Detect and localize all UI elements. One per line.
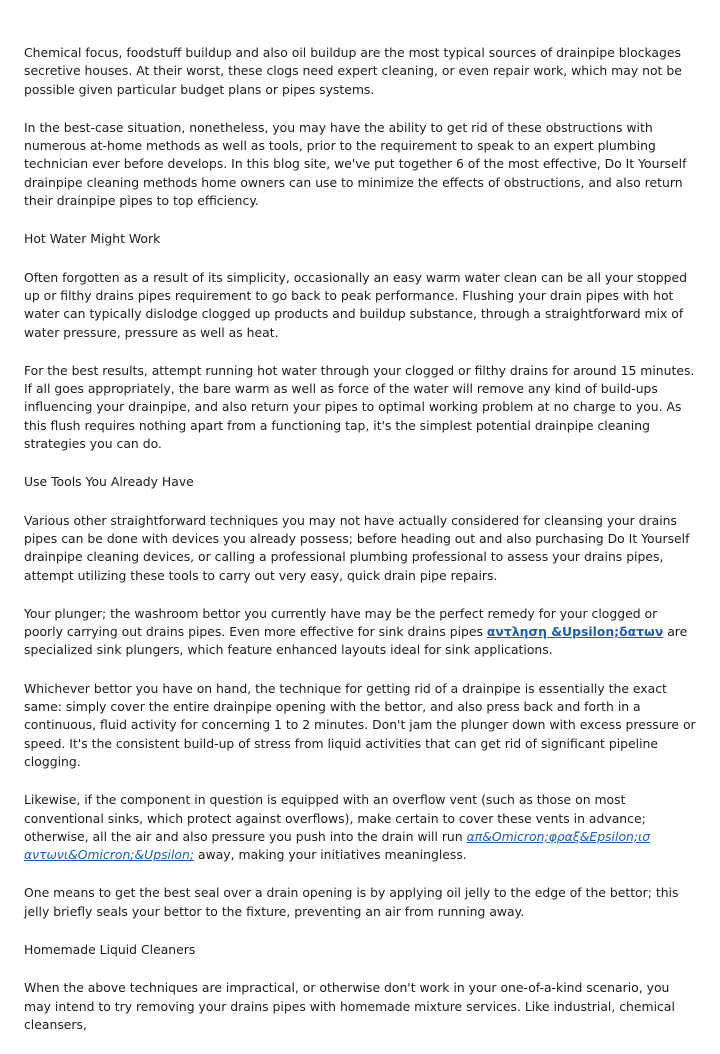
- paragraph-plunger: [24, 605, 700, 660]
- paragraph-liquid-cleaners: When the above techniques are impractical, or otherwise don't work in your one-of-a-kind scenario, you may intend to try removing your drains pipes with homemade mixture services. Like industrial, chemical cleansers,: [24, 980, 675, 1032]
- pump-link[interactable]: αντληση &Upsilon;δατων: [486, 624, 664, 640]
- paragraph-tools-1: Various other straightforward techniques you may not have actually considered for cleansing your drains pipes can be done with devices you already possess; before heading out and also purchasing Do It Yourself drainpipe cleaning devices, or calling a professional plumbing professional to assess your drains pipes, attempt utilizing these tools to carry out very easy, quick drain pipe repairs.: [24, 512, 690, 583]
- section-heading-hot-water: Hot Water Might Work: [24, 231, 161, 247]
- paragraph-hot-water-2: For the best results, attempt running hot water through your clogged or filthy drains for around 15 minutes. If all goes appropriately, the bare warm as well as force of the water will remove any kind of build-ups influencing your drainpipe, and also return your pipes to optimal working problem at no charge to you. As this flush requires nothing apart from a functioning tap, it's the simplest potential drainpipe cleaning strategies you can do.: [24, 362, 695, 452]
- section-heading-tools: Use Tools You Already Have: [24, 474, 194, 490]
- paragraph-hot-water-1: Often forgotten as a result of its simplicity, occasionally an easy warm water clean can be all your stopped up or filthy drains pipes requirement to go back to peak performance. Flushing your drain pipes with hot water can typically dislodge clogged up products and buildup substance, through a straightforward mix of water pressure, pressure as well as heat.: [24, 269, 687, 340]
- article-body: [24, 44, 700, 1054]
- paragraph-intro: Chemical focus, foodstuff buildup and also oil buildup are the most typical sources of drainpipe blockages secretive houses. At their worst, these clogs need expert cleaning, or even repair work, which may not be possible given particular budget plans or pipes systems.: [24, 45, 682, 97]
- paragraph-technique: Whichever bettor you have on hand, the technique for getting rid of a drainpipe is essentially the exact same: simply cover the entire drainpipe opening with the bettor, and also press back and forth in a continuous, fluid activity for concerning 1 to 2 minutes. Don't jam the plunger down with excess pressure or speed. It's the consistent build-up of stress from liquid activities that can get rid of significant pipeline clogging.: [24, 680, 696, 769]
- section-heading-liquid-cleaners: Homemade Liquid Cleaners: [24, 941, 196, 957]
- paragraph-overflow-text-before: Likewise, if the component in question is equipped with an overflow vent (such as those on most conventional sinks, which protect against overflows), make certain to cover these vents in advance; otherwise, all the air and also pressure you push into the drain will run: [24, 792, 646, 844]
- paragraph-seal: One means to get the best seal over a drain opening is by applying oil jelly to the edge of the bettor; this jelly briefly seals your bettor to the fixture, preventing an air from running away.: [24, 885, 679, 919]
- paragraph-overflow-text-after: away, making your initiatives meaningless.: [194, 847, 467, 863]
- unclogging-link[interactable]: απ&Omicron;φραξ&Epsilon;ισ αντωνι&Omicron;&Upsilon;: [24, 828, 651, 863]
- paragraph-plunger-text-before: Your plunger; the washroom bettor you currently have may be the perfect remedy for your clogged or poorly carrying out drains pipes. Even more effective for sink drains pipes: [24, 605, 658, 640]
- paragraph-plunger-text-after: are specialized sink plungers, which feature enhanced layouts ideal for sink applications.: [24, 624, 688, 658]
- paragraph-best-case: In the best-case situation, nonetheless, you may have the ability to get rid of these obstructions with numerous at-home methods as well as tools, prior to the requirement to speak to an expert plumbing technician ever before develops. In this blog site, we've put together 6 of the most effective, Do It Yourself drainpipe cleaning methods home owners can use to minimize the effects of obstructions, and also return their drainpipe pipes to top efficiency.: [24, 119, 687, 209]
- paragraph-overflow: [24, 791, 700, 864]
